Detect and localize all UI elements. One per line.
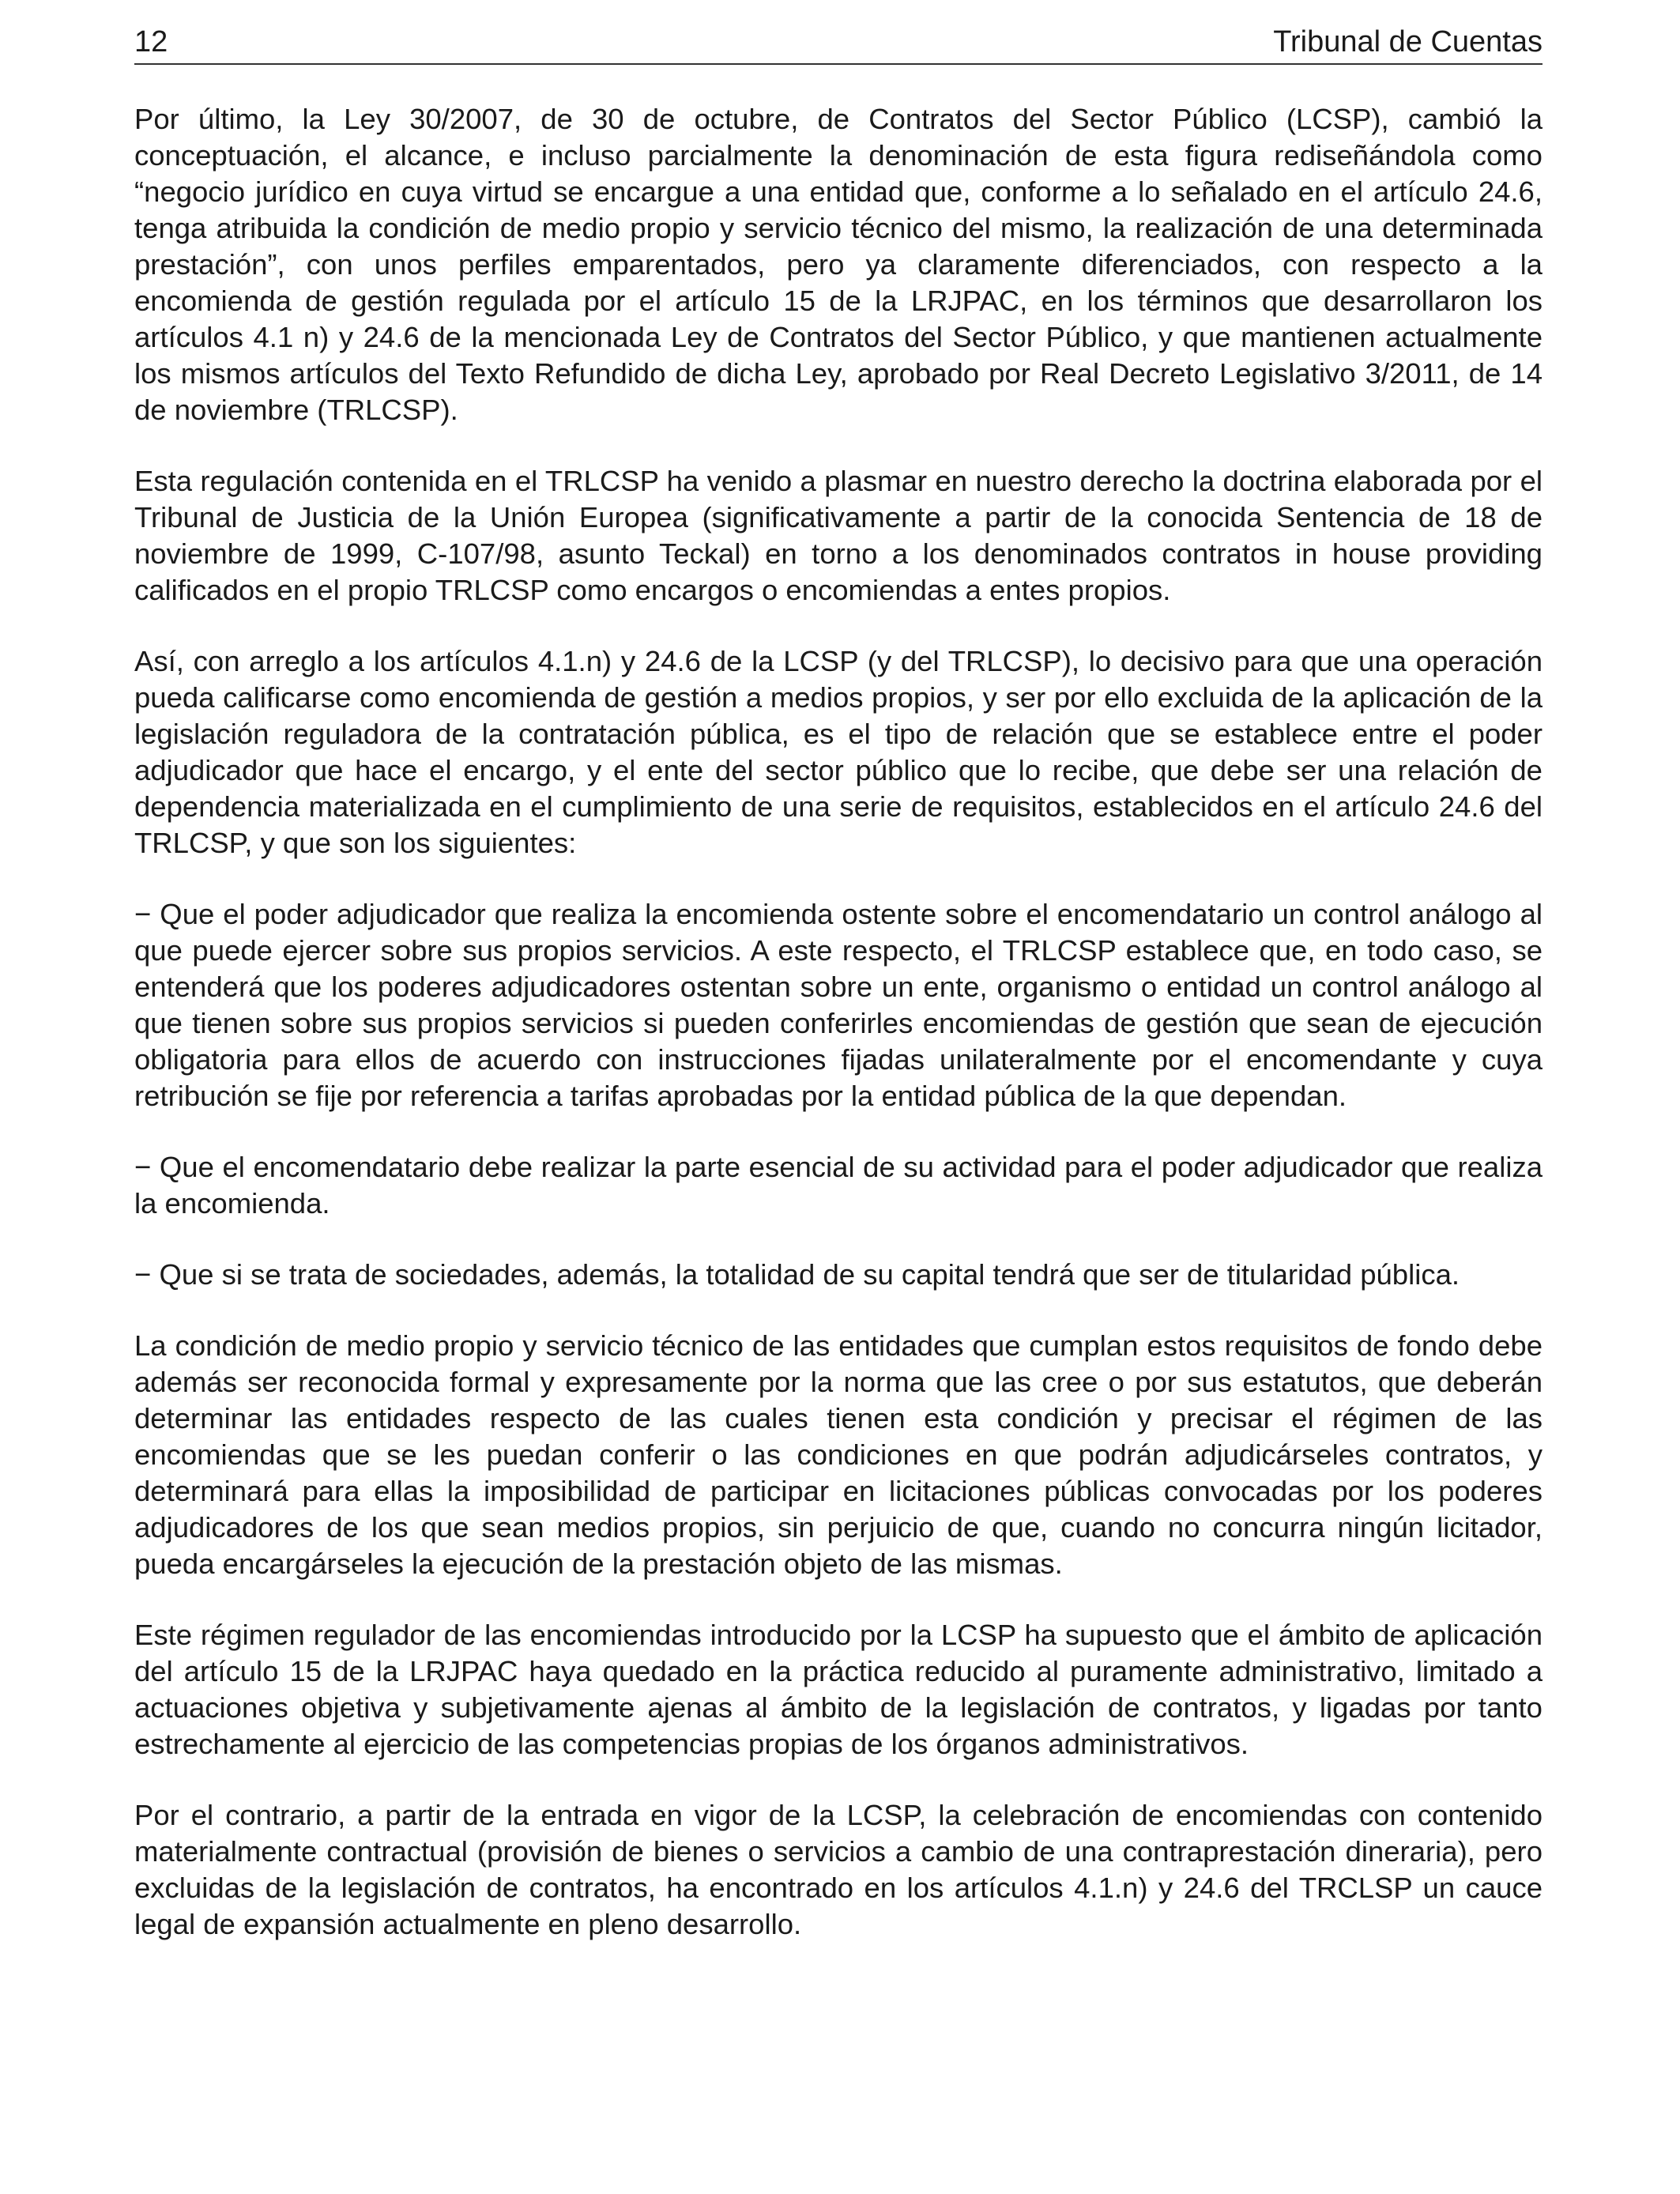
list-item-capital-publico: − Que si se trata de sociedades, además, la totalidad de su capital tendrá que ser de titularidad pública. xyxy=(134,1258,1460,1291)
list-item-control-analogo: − Que el poder adjudicador que realiza la encomienda ostente sobre el encomendatario un control análogo al que puede ejercer sobre sus propios servicios. A este respecto, el TRLCSP establece que, en todo caso, se entenderá que los poderes adjudicadores ostentan sobre un ente, organismo o entidad un control análogo al que tienen sobre sus propios servicios si pueden conferirles encomiendas de gestión que sean de ejecución obligatoria para ellos de acuerdo con instrucciones fijadas unilateralmente por el encomendante y cuya retribución se fije por referencia a tarifas aprobadas por la entidad pública de la que dependan. xyxy=(134,898,1543,1112)
paragraph-lcsp-intro: Por último, la Ley 30/2007, de 30 de octubre, de Contratos del Sector Público (LCSP), cambió la conceptuación, el alcance, e incluso parcialmente la denominación de esta figura rediseñándola como “negocio jurídico en cuya virtud se encargue a una entidad que, conforme a lo señalado en el artículo 24.6, tenga atribuida la condición de medio propio y servicio técnico del mismo, la realización de una determinada prestación”, con unos perfiles emparentados, pero ya claramente diferenciados, con respecto a la encomienda de gestión regulada por el artículo 15 de la LRJPAC, en los términos que desarrollaron los artículos 4.1 n) y 24.6 de la mencionada Ley de Contratos del Sector Público, y que mantienen actualmente los mismos artículos del Texto Refundido de dicha Ley, aprobado por Real Decreto Legislativo 3/2011, de 14 de noviembre (TRLCSP). xyxy=(134,103,1543,426)
paragraph-por-el-contrario: Por el contrario, a partir de la entrada en vigor de la LCSP, la celebración de encomiendas con contenido materialmente contractual (provisión de bienes o servicios a cambio de una contraprestación dineraria), pero excluidas de la legislación de contratos, ha encontrado en los artículos 4.1.n) y 24.6 del TRCLSP un cauce legal de expansión actualmente en pleno desarrollo. xyxy=(134,1799,1543,1940)
page-header xyxy=(134,0,1543,65)
list-item-actividad-esencial: − Que el encomendatario debe realizar la parte esencial de su actividad para el poder adjudicador que realiza la encomienda. xyxy=(134,1151,1543,1220)
document-page xyxy=(134,0,1543,1977)
paragraph-medio-propio: La condición de medio propio y servicio técnico de las entidades que cumplan estos requisitos de fondo debe además ser reconocida formal y expresamente por la norma que las cree o por sus estatutos, que deberán determinar las entidades respecto de las cuales tienen esta condición y precisar el régimen de las encomiendas que se les puedan conferir o las condiciones en que podrán adjudicárseles contratos, y determinará para ellas la imposibilidad de participar en licitaciones públicas convocadas por los poderes adjudicadores de los que sean medios propios, sin perjuicio de que, cuando no concurra ningún licitador, pueda encargárseles la ejecución de la prestación objeto de las mismas. xyxy=(134,1329,1543,1580)
paragraph-regimen-regulador: Este régimen regulador de las encomiendas introducido por la LCSP ha supuesto que el ámbito de aplicación del artículo 15 de la LRJPAC haya quedado en la práctica reducido al puramente administrativo, limitado a actuaciones objetiva y subjetivamente ajenas al ámbito de la legislación de contratos, y ligadas por tanto estrechamente al ejercicio de las competencias propias de los órganos administrativos. xyxy=(134,1619,1543,1760)
paragraph-trlcsp-doctrine: Esta regulación contenida en el TRLCSP ha venido a plasmar en nuestro derecho la doctrina elaborada por el Tribunal de Justicia de la Unión Europea (significativamente a partir de la conocida Sentencia de 18 de noviembre de 1999, C-107/98, asunto Teckal) en torno a los denominados contratos in house providing calificados en el propio TRLCSP como encargos o encomiendas a entes propios. xyxy=(134,465,1543,606)
page-number: 12 xyxy=(134,25,168,58)
body-text xyxy=(134,101,1543,1943)
running-title: Tribunal de Cuentas xyxy=(1273,25,1543,58)
paragraph-requirements-intro: Así, con arreglo a los artículos 4.1.n) y 24.6 de la LCSP (y del TRLCSP), lo decisivo para que una operación pueda calificarse como encomienda de gestión a medios propios, y ser por ello excluida de la aplicación de la legislación reguladora de la contratación pública, es el tipo de relación que se establece entre el poder adjudicador que hace el encargo, y el ente del sector público que lo recibe, que debe ser una relación de dependencia materializada en el cumplimiento de una serie de requisitos, establecidos en el artículo 24.6 del TRLCSP, y que son los siguientes: xyxy=(134,645,1543,859)
